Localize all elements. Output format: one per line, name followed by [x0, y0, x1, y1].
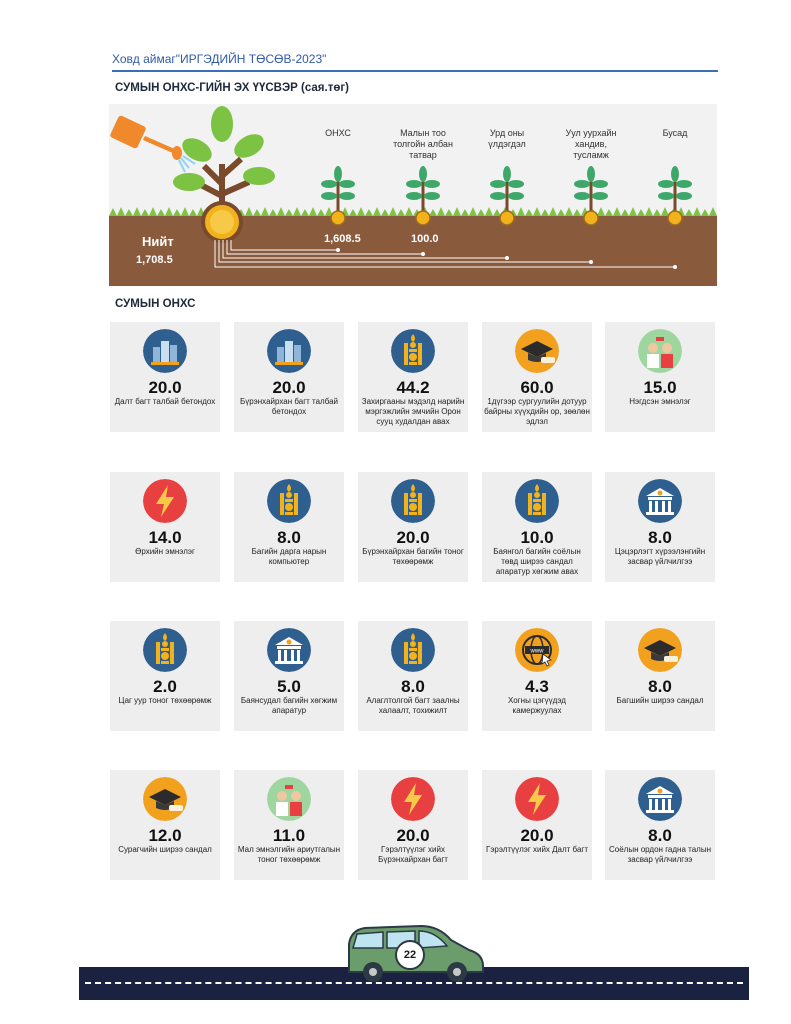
- project-amount: 20.0: [148, 378, 182, 397]
- project-label: Өрхийн эмнэлэг: [135, 547, 195, 556]
- project-label: Багийн дарга нарын компьютер: [251, 547, 327, 566]
- source-value-livestock-tax: 100.0: [411, 233, 439, 245]
- source-label-mining-donation: Уул уурхайн хандив, тусламж: [565, 128, 617, 160]
- project-card: [358, 770, 468, 880]
- project-card: [358, 322, 468, 432]
- projects-title: СУМЫН ОНХС: [115, 298, 196, 310]
- project-label: Хогны цэгүүдэд камержуулах: [508, 696, 566, 715]
- project-amount: 20.0: [396, 826, 430, 845]
- project-amount: 14.0: [148, 528, 182, 547]
- theater-building-icon: [638, 479, 682, 523]
- project-amount: 12.0: [148, 826, 182, 845]
- project-amount: 15.0: [643, 378, 677, 397]
- project-card: [605, 322, 715, 432]
- soyombo-emblem-icon: [391, 479, 435, 523]
- graduation-cap-icon: [515, 329, 559, 373]
- header-title: Ховд аймаг"ИРГЭДИЙН ТӨСӨВ-2023": [112, 52, 327, 66]
- project-amount: 8.0: [648, 528, 672, 547]
- project-amount: 8.0: [401, 677, 425, 696]
- project-label: Нэгдсэн эмнэлэг: [629, 397, 691, 406]
- medical-staff-icon: [267, 777, 311, 821]
- project-amount: 11.0: [272, 826, 306, 845]
- project-amount: 60.0: [520, 378, 554, 397]
- medical-staff-icon: [638, 329, 682, 373]
- soyombo-emblem-icon: [391, 628, 435, 672]
- project-card: [234, 322, 344, 432]
- project-card: [482, 322, 592, 432]
- sources-banner: [109, 104, 717, 286]
- project-label: Цэцэрлэгт хүрээлэнгийн засвар үйлчилгээ: [614, 547, 706, 566]
- source-label-livestock-tax: Малын тоо толгойн албан татвар: [393, 128, 453, 160]
- project-amount: 44.2: [396, 378, 430, 397]
- soyombo-emblem-icon: [515, 479, 559, 523]
- source-value-onhs: 1,608.5: [324, 233, 361, 245]
- project-amount: 20.0: [520, 826, 554, 845]
- project-amount: 8.0: [648, 826, 672, 845]
- project-amount: 4.3: [525, 677, 549, 696]
- project-card: [605, 472, 715, 582]
- theater-building-icon: [638, 777, 682, 821]
- project-card: [358, 621, 468, 731]
- city-building-icon: [143, 329, 187, 373]
- project-card: [605, 621, 715, 731]
- project-label: Гэрэлтүүлэг хийх Далт багт: [485, 845, 588, 854]
- project-label: Цаг уур тоног төхөөрөмж: [118, 696, 212, 705]
- project-label: Бүрэнхайрхан багт талбай бетондох: [239, 397, 339, 416]
- project-card: [482, 770, 592, 880]
- project-card: [234, 621, 344, 731]
- project-label: Алаглтолгой багт заалны халаалт, тохижилт: [366, 696, 460, 715]
- project-label: Багшийн ширээ сандал: [616, 696, 704, 705]
- project-card: [234, 472, 344, 582]
- project-amount: 8.0: [648, 677, 672, 696]
- lightning-bolt-icon: [515, 777, 559, 821]
- project-card: [234, 770, 344, 880]
- lightning-bolt-icon: [143, 479, 187, 523]
- project-label: Баянсудал багийн хөгжим апаратур: [240, 696, 338, 715]
- page-number: 22: [395, 940, 425, 970]
- source-label-onhs: ОНХС: [325, 128, 351, 138]
- graduation-cap-icon: [638, 628, 682, 672]
- project-label: 1дүгээр сургуулийн дотуур байрны хүүхдийн ор, зөөлөн эдлэл: [484, 397, 590, 426]
- project-amount: 20.0: [272, 378, 306, 397]
- svg-text:www: www: [530, 648, 544, 655]
- soyombo-emblem-icon: [391, 329, 435, 373]
- project-label: Сурагчийн ширээ сандал: [118, 845, 212, 854]
- project-card: [110, 770, 220, 880]
- project-card: [482, 621, 592, 731]
- project-card: [110, 322, 220, 432]
- soyombo-emblem-icon: [267, 479, 311, 523]
- project-amount: 10.0: [520, 528, 554, 547]
- city-building-icon: [267, 329, 311, 373]
- project-label: Захиргааны мэдэлд нарийн мэргэжлийн эмчийн Орон сууц худалдан авах: [361, 397, 465, 426]
- project-label: Бүрэнхайрхан багийн тоног төхөөрөмж: [362, 547, 464, 566]
- project-amount: 5.0: [277, 677, 301, 696]
- project-card: [110, 472, 220, 582]
- project-label: Баянгол багийн соёлын төвд ширээ сандал апаратур хөгжим авах: [493, 547, 581, 576]
- project-amount: 8.0: [277, 528, 301, 547]
- page-header: [112, 50, 718, 72]
- project-card: [358, 472, 468, 582]
- source-label-previous-balance: Урд оны үлдэгдэл: [488, 128, 526, 149]
- project-label: Соёлын ордон гадна талын засвар үйлчилгээ: [608, 845, 711, 864]
- project-amount: 2.0: [153, 677, 177, 696]
- lightning-bolt-icon: [391, 777, 435, 821]
- www-globe-icon: [515, 628, 559, 672]
- project-label: Мал эмнэлгийн ариутгалын тоног төхөөрөмж: [237, 845, 341, 864]
- sources-title: СУМЫН ОНХС-ГИЙН ЭХ ҮҮСВЭР (сая.төг): [115, 82, 349, 94]
- project-label: Гэрэлтүүлэг хийх Бүрэнхайрхан багт: [378, 845, 448, 864]
- project-card: [605, 770, 715, 880]
- source-label-other: Бусад: [662, 128, 688, 138]
- project-amount: 20.0: [396, 528, 430, 547]
- project-card: [482, 472, 592, 582]
- project-card: [110, 621, 220, 731]
- project-label: Далт багт талбай бетондох: [114, 397, 216, 406]
- graduation-cap-icon: [143, 777, 187, 821]
- total-value: 1,708.5: [136, 254, 173, 266]
- total-label: Нийт: [142, 234, 174, 249]
- theater-building-icon: [267, 628, 311, 672]
- soyombo-emblem-icon: [143, 628, 187, 672]
